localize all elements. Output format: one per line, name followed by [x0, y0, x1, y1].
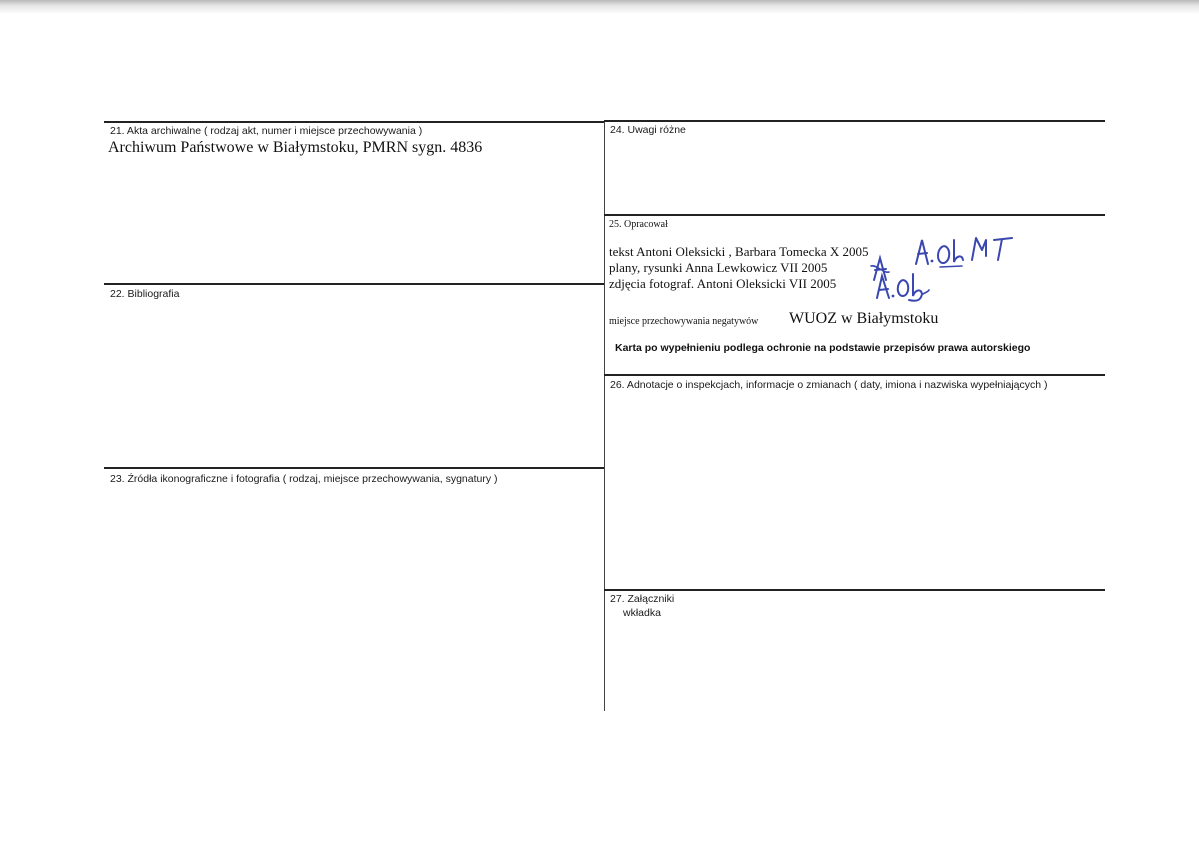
handwritten-initials-1 [910, 234, 970, 270]
author-photos-line: zdjęcia fotograf. Antoni Oleksicki VII 2005 [609, 276, 837, 291]
section-24-label: 24. Uwagi różne [610, 124, 686, 136]
attachment-item: wkładka [623, 607, 661, 619]
handwritten-initials-2 [968, 232, 1016, 262]
section-22-label: 22. Bibliografia [110, 288, 180, 300]
section-25-rule [604, 214, 1105, 216]
author-text-line: tekst Antoni Oleksicki , Barbara Tomecka X 2005 [609, 244, 869, 259]
section-23-rule [104, 467, 604, 469]
negatives-location-value: WUOZ w Białymstoku [789, 310, 939, 327]
section-27-label: 27. Załączniki [610, 593, 675, 605]
section-24-rule [604, 120, 1105, 122]
archive-records-value: Archiwum Państwowe w Białymstoku, PMRN sygn. 4836 [108, 139, 483, 156]
section-26-label: 26. Adnotacje o inspekcjach, informacje o zmianach ( daty, imiona i nazwiska wypełniających ) [610, 379, 1048, 391]
section-23-label: 23. Źródła ikonograficzne i fotografia ( rodzaj, miejsce przechowywania, sygnatury ) [110, 473, 498, 485]
section-27-rule [604, 589, 1105, 591]
scan-edge-shadow [0, 0, 1199, 14]
section-25-label: 25. Opracował [609, 219, 668, 230]
handwritten-initials-4 [873, 270, 931, 304]
section-26-rule [604, 374, 1105, 376]
author-plans-line: plany, rysunki Anna Lewkowicz VII 2005 [609, 260, 828, 275]
section-21-label: 21. Akta archiwalne ( rodzaj akt, numer i miejsce przechowywania ) [110, 125, 423, 137]
column-divider [604, 121, 605, 711]
section-21-rule [104, 121, 604, 123]
copyright-note: Karta po wypełnieniu podlega ochronie na podstawie przepisów prawa autorskiego [615, 342, 1031, 354]
negatives-location-label: miejsce przechowywania negatywów [609, 316, 759, 327]
section-22-rule [104, 283, 604, 285]
